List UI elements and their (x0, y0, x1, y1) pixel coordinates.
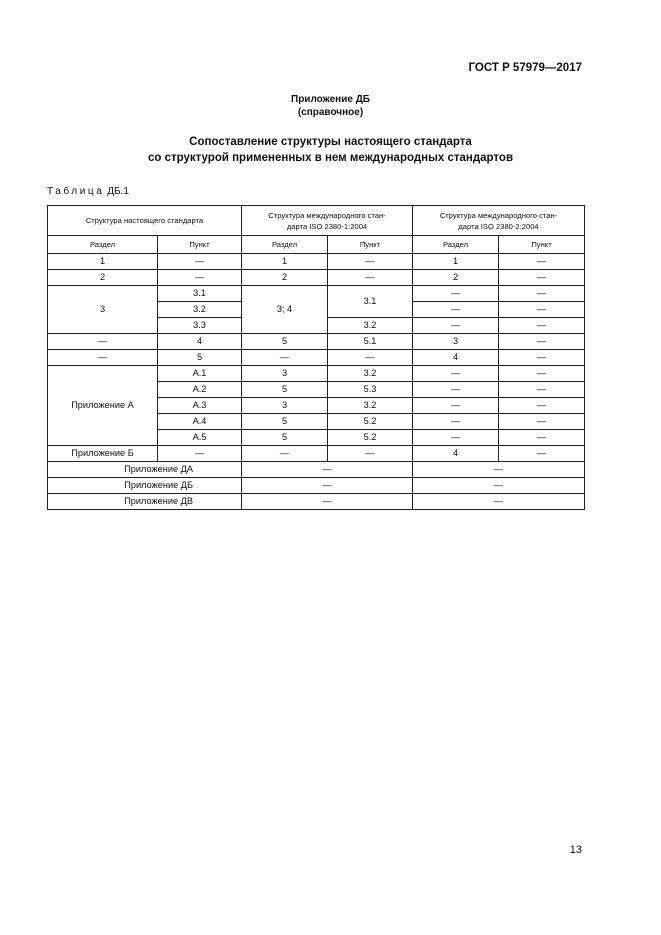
table-cell: А.4 (158, 414, 242, 430)
table-cell: 4 (158, 334, 242, 350)
table-cell: 5 (242, 430, 328, 446)
table-cell: — (413, 478, 585, 494)
annex-status: (справочное) (297, 107, 364, 118)
group-header: Структура международного стан- дарта ISO 2380-1:2004 (242, 206, 413, 236)
table-cell: — (413, 366, 499, 382)
table-cell: А.2 (158, 382, 242, 398)
table-cell: 3.1 (158, 286, 242, 302)
table-cell: 5 (242, 382, 328, 398)
table-group-header-row (48, 206, 585, 236)
table-cell: 3.2 (328, 366, 413, 382)
table-cell: — (242, 350, 328, 366)
table-cell: А.3 (158, 398, 242, 414)
annex-heading (0, 93, 661, 119)
table-cell: Приложение ДВ (48, 494, 242, 510)
table-cell: 3.2 (328, 398, 413, 414)
column-header: Пункт (158, 236, 242, 254)
table-row (48, 462, 585, 478)
table-cell: 2 (242, 270, 328, 286)
table-cell: — (499, 430, 585, 446)
table-cell: 3.3 (158, 318, 242, 334)
group-header: Структура настоящего стандарта (48, 206, 242, 236)
table-caption-number: ДБ.1 (107, 186, 129, 197)
standard-code: ГОСТ Р 57979—2017 (468, 62, 582, 74)
table-cell: — (242, 446, 328, 462)
table-cell: 3.2 (158, 302, 242, 318)
table-cell: — (499, 334, 585, 350)
table-caption-word: Таблица (47, 186, 105, 197)
table-cell: — (48, 334, 158, 350)
column-header: Пункт (499, 236, 585, 254)
table-cell: — (413, 302, 499, 318)
table-cell: 5 (242, 334, 328, 350)
table-cell: Приложение ДА (48, 462, 242, 478)
table-cell: — (413, 398, 499, 414)
table-cell: — (499, 318, 585, 334)
table-sub-header-row (48, 236, 585, 254)
annex-name: Приложение ДБ (291, 94, 370, 105)
table-cell: 3; 4 (242, 286, 328, 334)
table-row (48, 270, 585, 286)
table-cell: — (328, 254, 413, 270)
annex-title (0, 134, 661, 166)
table-cell: — (413, 286, 499, 302)
group-header: Структура международного стан- дарта ISO 2380-2:2004 (413, 206, 585, 236)
table-cell: 5.1 (328, 334, 413, 350)
table-row (48, 254, 585, 270)
table-cell: — (242, 494, 413, 510)
annex-title-line-1: Сопоставление структуры настоящего стандарта (189, 136, 472, 148)
table-cell: 1 (48, 254, 158, 270)
column-header: Раздел (242, 236, 328, 254)
table-cell: Приложение Б (48, 446, 158, 462)
table-row (48, 494, 585, 510)
table-cell: 5 (158, 350, 242, 366)
table-row (48, 478, 585, 494)
table-cell: 5.2 (328, 430, 413, 446)
table-row (48, 286, 585, 302)
table-cell: — (328, 350, 413, 366)
annex-title-line-2: со структурой примененных в нем международных стандартов (147, 152, 514, 164)
table-cell: — (499, 286, 585, 302)
table-cell: А.5 (158, 430, 242, 446)
table-cell: — (328, 270, 413, 286)
table-cell: — (413, 382, 499, 398)
page-number: 13 (569, 844, 582, 856)
table-cell: — (499, 366, 585, 382)
table-cell: — (413, 414, 499, 430)
table-cell: — (499, 350, 585, 366)
table-cell: — (158, 254, 242, 270)
table-caption (47, 186, 129, 197)
comparison-table (47, 205, 585, 510)
table-cell: — (242, 462, 413, 478)
table-row (48, 350, 585, 366)
table-cell: 4 (413, 350, 499, 366)
table-row (48, 334, 585, 350)
table-cell: 3 (242, 398, 328, 414)
table-cell: — (48, 350, 158, 366)
table-cell: 3 (48, 286, 158, 334)
table-cell: — (242, 478, 413, 494)
table-cell: Приложение А (48, 366, 158, 446)
table-cell: — (328, 446, 413, 462)
table-row (48, 366, 585, 382)
column-header: Раздел (48, 236, 158, 254)
table-cell: — (499, 302, 585, 318)
table-cell: — (499, 270, 585, 286)
column-header: Пункт (328, 236, 413, 254)
table-cell: 1 (413, 254, 499, 270)
table-cell: — (499, 254, 585, 270)
table-cell: — (158, 270, 242, 286)
table-cell: — (413, 318, 499, 334)
table-cell: Приложение ДБ (48, 478, 242, 494)
table-cell: — (158, 446, 242, 462)
table-cell: — (413, 430, 499, 446)
table-cell: 2 (48, 270, 158, 286)
table-cell: — (499, 382, 585, 398)
table-cell: 1 (242, 254, 328, 270)
table-row (48, 446, 585, 462)
table-cell: 3 (413, 334, 499, 350)
table-cell: 5.2 (328, 414, 413, 430)
table-cell: 2 (413, 270, 499, 286)
table-cell: — (413, 462, 585, 478)
table-cell: 3 (242, 366, 328, 382)
table-cell: 4 (413, 446, 499, 462)
table-cell: 3.1 (328, 286, 413, 318)
table-cell: 5.3 (328, 382, 413, 398)
column-header: Раздел (413, 236, 499, 254)
table-cell: — (499, 414, 585, 430)
table-cell: 3.2 (328, 318, 413, 334)
table-cell: — (499, 446, 585, 462)
table-cell: 5 (242, 414, 328, 430)
table-cell: — (499, 398, 585, 414)
table-cell: А.1 (158, 366, 242, 382)
table-cell: — (413, 494, 585, 510)
